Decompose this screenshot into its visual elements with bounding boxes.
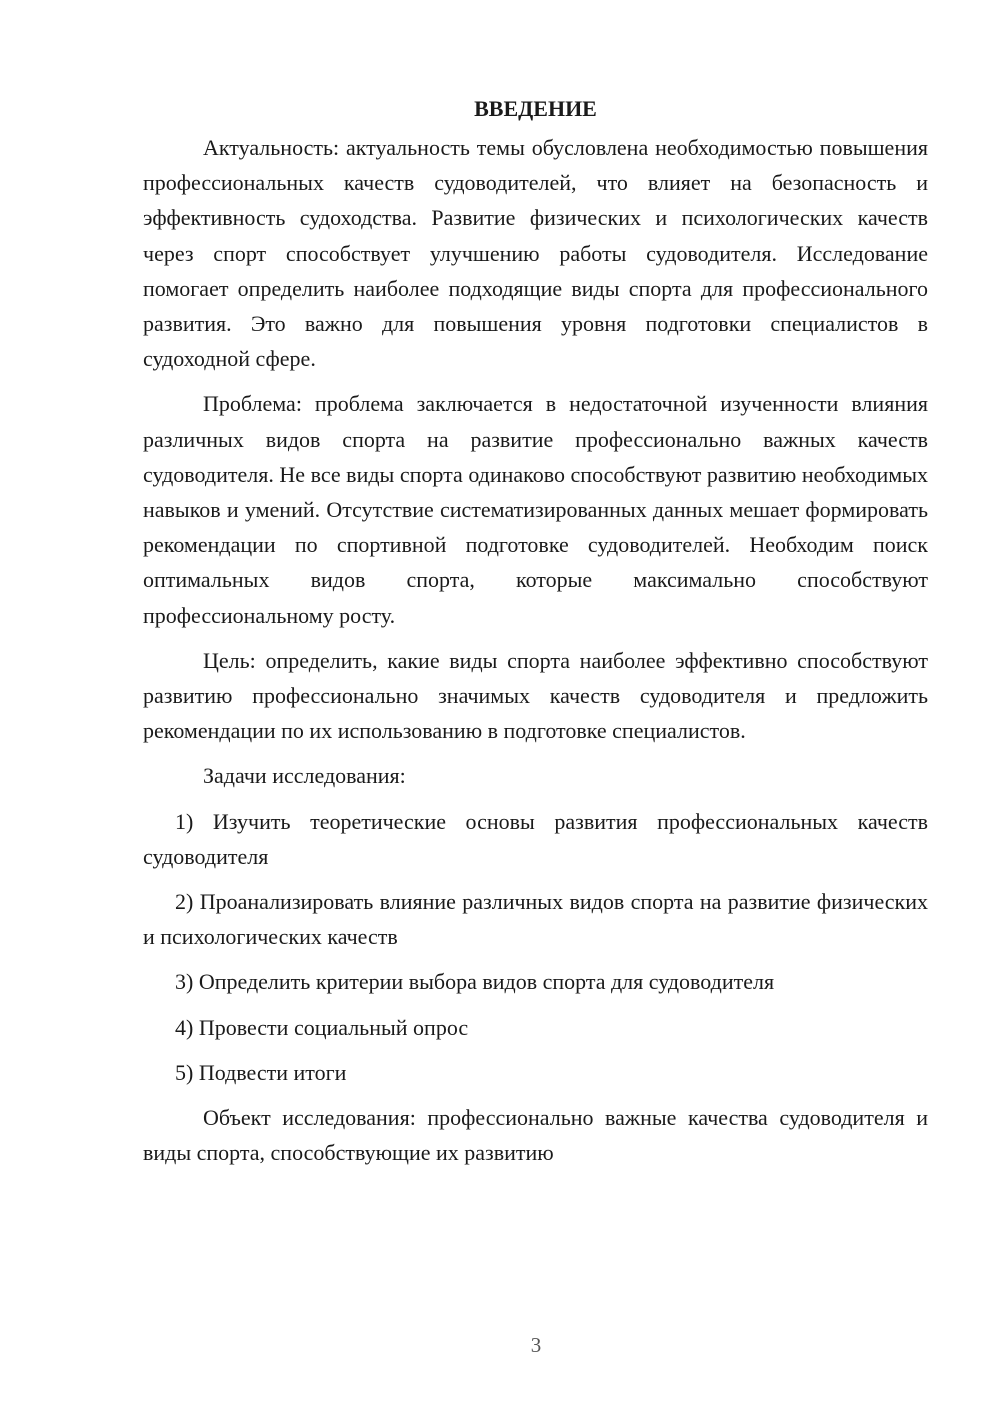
task-item-3: 3) Определить критерии выбора видов спорта для судоводителя xyxy=(175,969,775,995)
relevance-paragraph: Актуальность: актуальность темы обусловлена необходимостью повышения профессиональных качеств судоводителей, что влияет на безопасность и эффективность судоходства. Развитие физических и психологических качеств через спорт способствует улучшению работы судоводителя. Исследование помогает определить наиболее подходящие виды спорта для профессионального развития. Это важно для повышения уровня подготовки специалистов в судоходной сфере. xyxy=(143,135,928,372)
page-number: 3 xyxy=(530,1333,542,1357)
problem-paragraph: Проблема: проблема заключается в недостаточной изученности влияния различных видов спорта на развитие профессионально важных качеств судоводителя. Не все виды спорта одинаково способствуют развитию необходимых навыков и умений. Отсутствие систематизированных данных мешает формировать рекомендации по спортивной подготовке судоводителей. Необходим поиск оптимальных видов спорта, которые максимально способствуют профессиональному росту. xyxy=(143,391,928,628)
document-page xyxy=(143,94,928,1180)
task-item-2: 2) Проанализировать влияние различных видов спорта на развитие физических и психологических качеств xyxy=(143,889,928,950)
tasks-list xyxy=(143,804,928,1090)
task-item-1: 1) Изучить теоретические основы развития профессиональных качеств судоводителя xyxy=(143,808,928,869)
task-item-5: 5) Подвести итоги xyxy=(175,1059,347,1085)
tasks-intro: Задачи исследования: xyxy=(203,763,406,789)
object-paragraph: Объект исследования: профессионально важные качества судоводителя и виды спорта, способствующие их развитию xyxy=(143,1105,928,1166)
task-item-4: 4) Провести социальный опрос xyxy=(175,1014,469,1040)
goal-paragraph: Цель: определить, какие виды спорта наиболее эффективно способствуют развитию профессионально значимых качеств судоводителя и предложить рекомендации по их использованию в подготовке специалистов. xyxy=(143,647,928,744)
section-heading: ВВЕДЕНИЕ xyxy=(474,96,597,121)
